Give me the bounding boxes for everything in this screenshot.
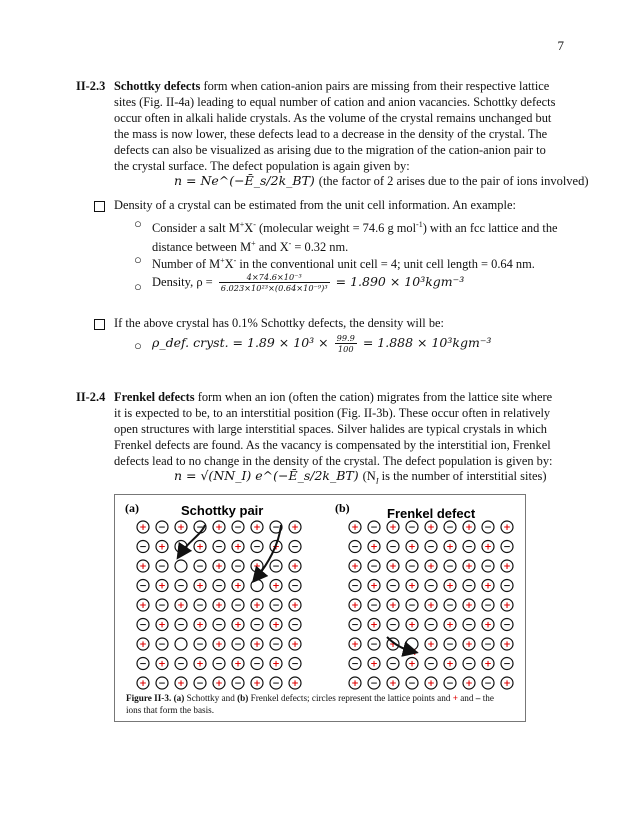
figure-frame <box>114 494 526 722</box>
anion-sign: − <box>408 562 416 573</box>
anion-sign: − <box>465 542 473 553</box>
numerator: 4×74.6×10⁻³ <box>219 272 330 283</box>
cation-sign: + <box>389 679 397 690</box>
cation-sign: + <box>177 523 185 534</box>
cation-sign: + <box>465 562 473 573</box>
body-line: sites (Fig. II-4a) leading to equal number of cation and anion vacancies. Schottky defects <box>114 95 556 109</box>
text: Consider a salt M <box>152 221 240 236</box>
text: Density, ρ = <box>152 275 213 289</box>
anion-sign: − <box>272 601 280 612</box>
cation-sign: + <box>370 620 378 631</box>
section-number-2-4: II-2.4 <box>76 390 106 404</box>
cation-sign: + <box>427 679 435 690</box>
defect-density-equation <box>152 333 491 354</box>
checkbox-bullet <box>94 200 105 216</box>
anion-sign: − <box>272 679 280 690</box>
anion-sign: − <box>389 659 397 670</box>
cation-sign: + <box>291 640 299 651</box>
cation-sign: + <box>503 679 511 690</box>
cation-sign: + <box>139 523 147 534</box>
cation-sign: + <box>351 523 359 534</box>
text: Schottky and <box>184 693 238 703</box>
cation-sign: + <box>389 601 397 612</box>
figure-caption <box>126 692 518 716</box>
cation-sign: + <box>427 523 435 534</box>
anion-sign: − <box>370 640 378 651</box>
cation-sign: + <box>253 523 261 534</box>
equation-text: n = Ne^(−Ē_s/2k_BT) <box>174 173 315 188</box>
cation-sign: + <box>139 562 147 573</box>
anion-sign: − <box>427 659 435 670</box>
cation-sign: + <box>503 640 511 651</box>
cation-sign: + <box>484 542 492 553</box>
cation-sign: + <box>484 659 492 670</box>
cation-sign: + <box>234 620 242 631</box>
sub-bullet-2: Number of M+X- in the conventional unit cell = 4; unit cell length = 0.64 nm. <box>152 256 535 272</box>
lattice-figure <box>115 495 525 721</box>
anion-sign: − <box>408 601 416 612</box>
anion-sign: − <box>158 601 166 612</box>
cation-sign: + <box>158 542 166 553</box>
anion-sign: − <box>196 562 204 573</box>
anion-sign: − <box>139 659 147 670</box>
anion-sign: − <box>370 601 378 612</box>
anion-sign: − <box>484 523 492 534</box>
result: = 1.890 × 10³kgm⁻³ <box>335 274 465 289</box>
cation-sign: + <box>370 659 378 670</box>
denominator: 100 <box>337 344 354 354</box>
body-line: form when cation-anion pairs are missing from their respective lattice <box>200 79 550 93</box>
section-number-2-3: II-2.3 <box>76 79 106 93</box>
text: (N <box>362 469 376 483</box>
anion-sign: − <box>427 581 435 592</box>
anion-sign: − <box>503 581 511 592</box>
anion-sign: − <box>446 601 454 612</box>
cation-sign: + <box>427 601 435 612</box>
cation-sign: + <box>351 562 359 573</box>
anion-sign: − <box>253 659 261 670</box>
body-line: open structures with large interstitial spaces. Silver halides are typical crystals in which <box>114 422 547 436</box>
cation-sign: + <box>215 679 223 690</box>
text: and X <box>255 240 289 255</box>
body-line: occur often in alkali halide crystals. As the volume of the crystal remains unchanged but <box>114 111 552 125</box>
anion-sign: − <box>484 601 492 612</box>
lattice-site <box>175 560 187 572</box>
text: ) with an fcc lattice and the <box>422 221 558 236</box>
anion-sign: − <box>272 562 280 573</box>
density-equation <box>152 272 464 293</box>
text: and <box>457 693 476 703</box>
anion-sign: − <box>446 679 454 690</box>
anion-sign: − <box>427 542 435 553</box>
cation-sign: + <box>215 640 223 651</box>
numerator: 99.9 <box>336 333 355 343</box>
anion-sign: − <box>253 620 261 631</box>
anion-sign: − <box>484 679 492 690</box>
anion-sign: − <box>503 620 511 631</box>
cation-sign: + <box>234 542 242 553</box>
cation-sign: + <box>291 562 299 573</box>
anion-sign: − <box>139 620 147 631</box>
cation-sign: + <box>503 601 511 612</box>
cation-sign: + <box>370 581 378 592</box>
anion-sign: − <box>351 620 359 631</box>
cation-sign: + <box>389 640 397 651</box>
anion-sign: − <box>177 659 185 670</box>
text: X <box>244 221 254 236</box>
circle-bullet: ○ <box>134 338 142 353</box>
anion-sign: − <box>158 523 166 534</box>
cation-sign: + <box>389 523 397 534</box>
cation-sign: + <box>272 659 280 670</box>
anion-sign: − <box>446 562 454 573</box>
cation-sign: + <box>291 679 299 690</box>
anion-sign: − <box>291 581 299 592</box>
text: Figure II-3. <box>126 693 172 703</box>
frenkel-equation <box>174 468 547 490</box>
bullet-text: If the above crystal has 0.1% Schottky defects, the density will be: <box>114 316 444 330</box>
text: – <box>475 693 481 703</box>
anion-sign: − <box>158 640 166 651</box>
text: = 0.32 nm. <box>291 240 349 255</box>
anion-sign: − <box>215 659 223 670</box>
anion-sign: − <box>503 659 511 670</box>
cation-sign: + <box>446 620 454 631</box>
text: (molecular weight = 74.6 g mol <box>255 221 417 236</box>
cation-sign: + <box>234 659 242 670</box>
cation-sign: + <box>253 640 261 651</box>
anion-sign: − <box>234 562 242 573</box>
schottky-equation <box>174 173 589 189</box>
cation-sign: + <box>408 581 416 592</box>
cation-sign: + <box>272 542 280 553</box>
cation-sign: + <box>503 523 511 534</box>
anion-sign: − <box>253 542 261 553</box>
cation-sign: + <box>272 581 280 592</box>
cation-sign: + <box>484 620 492 631</box>
body-line: it is expected to be, to an interstitial position (Fig. II-3b). These occur often in relatively <box>114 406 551 420</box>
cation-sign: + <box>408 542 416 553</box>
cation-sign: + <box>465 640 473 651</box>
defect-fraction <box>335 333 357 354</box>
section-title: Schottky defects <box>114 79 201 93</box>
cation-sign: + <box>446 581 454 592</box>
anion-sign: − <box>408 523 416 534</box>
cation-sign: + <box>253 601 261 612</box>
section-2-4-body <box>114 389 564 469</box>
denominator: 6.023×10²³×(0.64×10⁻⁹)³ <box>220 283 328 293</box>
body-line: form when an ion (often the cation) migrates from the lattice site where <box>194 390 553 404</box>
equation-text: n = √(NN_I) e^(−Ē_s/2k_BT) <box>174 468 359 483</box>
body-line: the mass is now lower, these defects lead to a decrease in the density of the crystal. The <box>114 127 548 141</box>
text: distance between M <box>152 240 252 255</box>
cation-sign: + <box>196 659 204 670</box>
anion-sign: − <box>158 679 166 690</box>
cation-sign: + <box>427 562 435 573</box>
cation-sign: + <box>215 562 223 573</box>
fig-label-a: (a) <box>125 501 139 515</box>
cation-sign: + <box>503 562 511 573</box>
equation-note <box>362 469 547 486</box>
lattice-site <box>251 580 263 592</box>
anion-sign: − <box>389 620 397 631</box>
cation-sign: + <box>139 601 147 612</box>
cation-sign: + <box>291 601 299 612</box>
anion-sign: − <box>177 542 185 553</box>
result: = 1.888 × 10³kgm⁻³ <box>362 335 492 350</box>
body-line: defects can also be visualized as arising due to the migration of the cation-anion pair to <box>114 143 546 157</box>
cation-sign: + <box>158 659 166 670</box>
anion-sign: − <box>427 620 435 631</box>
cation-sign: + <box>139 679 147 690</box>
anion-sign: − <box>177 620 185 631</box>
cation-sign: + <box>253 562 261 573</box>
anion-sign: − <box>196 640 204 651</box>
cation-sign: + <box>234 581 242 592</box>
anion-sign: − <box>370 523 378 534</box>
anion-sign: − <box>291 542 299 553</box>
anion-sign: − <box>196 601 204 612</box>
anion-sign: − <box>234 640 242 651</box>
anion-sign: − <box>484 562 492 573</box>
anion-sign: − <box>234 679 242 690</box>
cation-sign: + <box>446 542 454 553</box>
checkbox-bullet <box>94 318 105 334</box>
anion-sign: − <box>370 679 378 690</box>
sub-bullet-1: Consider a salt M+X- (molecular weight = 74.6 g mol$^{-1}$) with an fcc lattice and the distance between M+ and X- = 0.32 nm. <box>152 220 558 255</box>
cation-sign: + <box>465 601 473 612</box>
text: + <box>452 693 458 703</box>
anion-sign: − <box>215 620 223 631</box>
lattice-b <box>349 521 513 689</box>
anion-sign: − <box>196 679 204 690</box>
anion-sign: − <box>139 542 147 553</box>
cation-sign: + <box>253 679 261 690</box>
anion-sign: − <box>272 640 280 651</box>
anion-sign: − <box>465 581 473 592</box>
anion-sign: − <box>196 523 204 534</box>
anion-sign: − <box>215 542 223 553</box>
text: X <box>224 257 234 272</box>
anion-sign: − <box>408 679 416 690</box>
lattice-site <box>175 638 187 650</box>
section-2-3-body <box>114 78 564 174</box>
text: in the conventional unit cell = 4; unit cell length = 0.64 nm. <box>236 257 535 272</box>
anion-sign: − <box>446 523 454 534</box>
anion-sign: − <box>351 581 359 592</box>
body-line: the crystal surface. The defect population is again given by: <box>114 159 410 173</box>
bullet-text: Density of a crystal can be estimated from the unit cell information. An example: <box>114 198 516 212</box>
section-title: Frenkel defects <box>114 390 195 404</box>
cation-sign: + <box>446 659 454 670</box>
fig-title-a: Schottky pair <box>181 503 264 518</box>
cation-sign: + <box>351 601 359 612</box>
body-line: defects lead to no change in the density of the crystal. The defect population is given by: <box>114 454 553 468</box>
text: ρ_def. cryst. = 1.89 × 10³ × <box>152 335 329 350</box>
anion-sign: − <box>446 640 454 651</box>
body-line: Frenkel defects are found. As the vacancy is compensated by the interstitial ion, Frenkel <box>114 438 551 452</box>
cation-sign: + <box>427 640 435 651</box>
anion-sign: − <box>291 620 299 631</box>
equation-note: (the factor of 2 arises due to the pair of ions involved) <box>318 174 589 188</box>
text: ions that form the basis. <box>126 705 215 715</box>
cation-sign: + <box>215 601 223 612</box>
cation-sign: + <box>139 640 147 651</box>
anion-sign: − <box>177 581 185 592</box>
density-fraction <box>219 272 330 293</box>
cation-sign: + <box>158 581 166 592</box>
anion-sign: − <box>370 562 378 573</box>
cation-sign: + <box>177 679 185 690</box>
anion-sign: − <box>272 523 280 534</box>
anion-sign: − <box>215 581 223 592</box>
circle-bullet: ○ <box>134 252 142 267</box>
text: (a) <box>171 693 185 703</box>
text: is the number of interstitial sites) <box>378 469 547 483</box>
cation-sign: + <box>408 620 416 631</box>
fig-label-b: (b) <box>335 501 350 515</box>
anion-sign: − <box>139 581 147 592</box>
text: the <box>480 693 494 703</box>
text: (b) <box>237 693 249 703</box>
anion-sign: − <box>389 581 397 592</box>
cation-sign: + <box>389 562 397 573</box>
anion-sign: − <box>465 620 473 631</box>
anion-sign: − <box>234 601 242 612</box>
cation-sign: + <box>196 542 204 553</box>
cation-sign: + <box>351 679 359 690</box>
interstitial-cation: + <box>411 648 419 658</box>
circle-bullet: ○ <box>134 216 142 231</box>
cation-sign: + <box>370 542 378 553</box>
cation-sign: + <box>484 581 492 592</box>
anion-sign: − <box>465 659 473 670</box>
anion-sign: − <box>389 542 397 553</box>
cation-sign: + <box>215 523 223 534</box>
fig-title-b: Frenkel defect <box>387 506 476 521</box>
cation-sign: + <box>196 620 204 631</box>
anion-sign: − <box>291 659 299 670</box>
cation-sign: + <box>465 679 473 690</box>
anion-sign: − <box>484 640 492 651</box>
text: Frenkel defects; circles represent the lattice points and <box>248 693 453 703</box>
text: Number of M <box>152 257 221 272</box>
cation-sign: + <box>465 523 473 534</box>
cation-sign: + <box>272 620 280 631</box>
text: I <box>375 476 379 486</box>
cation-sign: + <box>177 601 185 612</box>
cation-sign: + <box>351 640 359 651</box>
cation-sign: + <box>291 523 299 534</box>
anion-sign: − <box>158 562 166 573</box>
cation-sign: + <box>408 659 416 670</box>
cation-sign: + <box>158 620 166 631</box>
anion-sign: − <box>234 523 242 534</box>
cation-sign: + <box>196 581 204 592</box>
anion-sign: − <box>351 542 359 553</box>
anion-sign: − <box>503 542 511 553</box>
page-number: 7 <box>557 38 564 53</box>
circle-bullet: ○ <box>134 279 142 294</box>
anion-sign: − <box>351 659 359 670</box>
